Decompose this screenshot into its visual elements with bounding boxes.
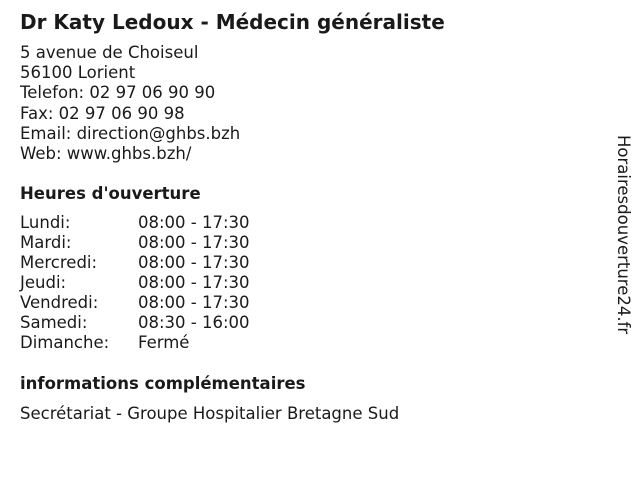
hours-row-mercredi: [20, 253, 280, 273]
hours-time: 08:00 - 17:30: [138, 293, 250, 312]
hours-row-dimanche: [20, 333, 280, 353]
hours-time: 08:30 - 16:00: [138, 313, 250, 332]
hours-day: Dimanche:: [20, 333, 110, 352]
hours-time: 08:00 - 17:30: [138, 253, 250, 272]
hours-day: Samedi:: [20, 313, 88, 332]
hours-time: 08:00 - 17:30: [138, 213, 250, 232]
hours-heading: Heures d'ouverture: [20, 184, 201, 203]
hours-row-mardi: [20, 233, 280, 253]
hours-time: 08:00 - 17:30: [138, 233, 250, 252]
hours-day: Vendredi:: [20, 293, 99, 312]
hours-row-samedi: [20, 313, 280, 333]
info-text: Secrétariat - Groupe Hospitalier Bretagne Sud: [20, 404, 400, 423]
hours-time: 08:00 - 17:30: [138, 273, 250, 292]
fax-line: Fax: 02 97 06 90 98: [20, 103, 185, 123]
hours-day: Mercredi:: [20, 253, 98, 272]
web-line: Web: www.ghbs.bzh/: [20, 144, 192, 164]
address-city: 56100 Lorient: [20, 63, 136, 83]
phone-line: Telefon: 02 97 06 90 90: [20, 83, 216, 103]
hours-day: Lundi:: [20, 213, 71, 232]
contact-block: [20, 43, 240, 164]
hours-row-vendredi: [20, 293, 280, 313]
hours-table: [20, 213, 280, 353]
address-street: 5 avenue de Choiseul: [20, 43, 199, 62]
info-heading: informations complémentaires: [20, 374, 306, 393]
email-line: Email: direction@ghbs.bzh: [20, 123, 241, 143]
hours-time: Fermé: [138, 333, 190, 352]
hours-day: Mardi:: [20, 233, 72, 252]
page-title: Dr Katy Ledoux - Médecin généraliste: [20, 10, 445, 34]
brand-watermark: Horairesdouverture24.fr: [614, 135, 633, 335]
hours-day: Jeudi:: [20, 273, 67, 292]
hours-row-lundi: [20, 213, 280, 233]
hours-row-jeudi: [20, 273, 280, 293]
